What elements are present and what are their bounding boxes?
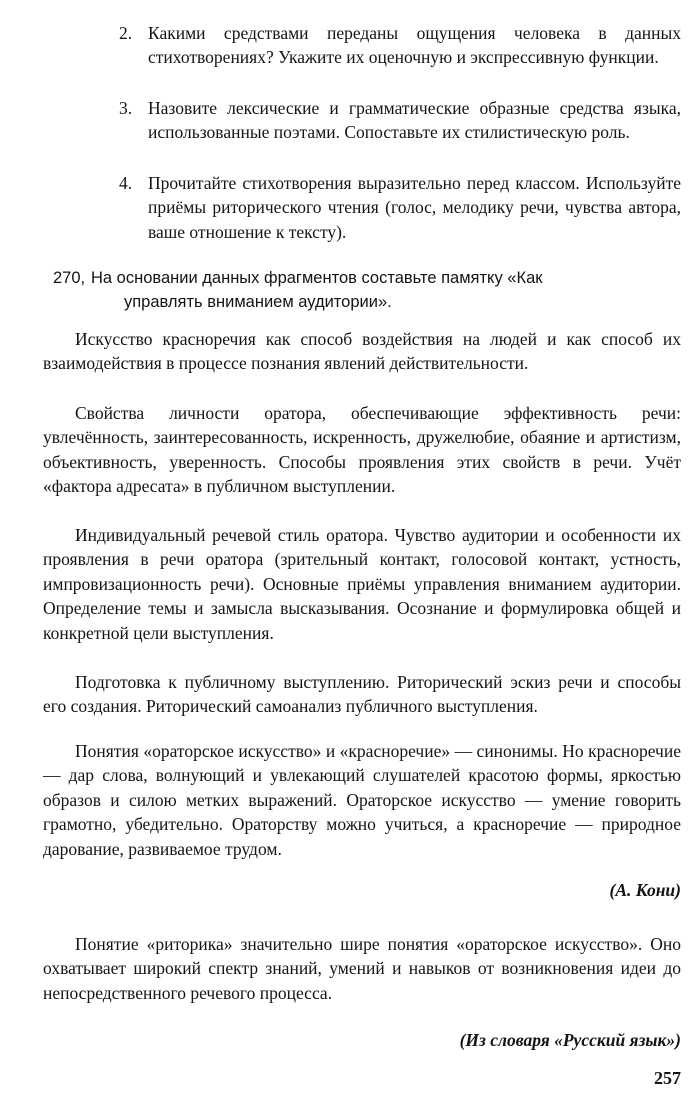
exercise-text-line-1: На основании данных фрагментов составьте памятку «Как xyxy=(91,269,543,287)
paragraph: Подготовка к публичному выступлению. Риторический эскиз речи и способы его создания. Риторический самоанализ публичного выступления. xyxy=(43,672,681,717)
paragraph: Искусство красноречия как способ воздействия на людей и как способ их взаимодействия в процессе познания явлений действительности. xyxy=(43,329,681,374)
question-2 xyxy=(119,21,681,70)
attribution-dictionary: (Из словаря «Русский язык») xyxy=(459,1030,681,1050)
exercise-task xyxy=(53,266,573,315)
attribution-koni: (А. Кони) xyxy=(609,880,681,900)
question-text: Прочитайте стихотворения выразительно перед классом. Используйте приёмы риторического чтения (голос, мелодику речи, чувства автора, ваше отношение к тексту). xyxy=(148,173,681,242)
question-number: 2. xyxy=(119,23,133,43)
question-text: Какими средствами переданы ощущения человека в данных стихотворениях? Укажите их оценочную и экспрессивную функции. xyxy=(148,23,681,68)
question-4 xyxy=(119,171,681,244)
question-number: 4. xyxy=(119,173,133,193)
page-number: 257 xyxy=(654,1068,681,1088)
paragraph: Индивидуальный речевой стиль оратора. Чувство аудитории и особенности их проявления в речи оратора (зрительный контакт, голосовой контакт, устность, импровизационность речи). Основные приёмы управления вниманием аудитории. Определение темы и замысла высказывания. Осознание и формулировка общей и конкретной цели выступления. xyxy=(43,525,681,643)
paragraph: Понятия «ораторское искусство» и «красноречие» — синонимы. Но красноречие — дар слова, волнующий и увлекающий слушателей красотою формы, яркостью образов и силою метких выражений. Ораторское искусство — умение говорить грамотно, убедительно. Ораторству можно учиться, а красноречие — природное дарование, развиваемое трудом. xyxy=(43,741,681,859)
exercise-text-line-2: управлять вниманием аудитории». xyxy=(124,293,392,312)
question-3 xyxy=(119,96,681,145)
question-number: 3. xyxy=(119,98,133,118)
paragraph: Свойства личности оратора, обеспечивающие эффективность речи: увлечённость, заинтересованность, искренность, дружелюбие, обаяние и артистизм, объективность, уверенность. Способы проявления этих свойств в речи. Учёт «фактора адресата» в публичном выступлении. xyxy=(43,403,681,497)
exercise-number: 270, xyxy=(53,269,86,287)
paragraph: Понятие «риторика» значительно шире понятия «ораторское искусство». Оно охватывает широкий спектр знаний, умений и навыков от возникновения идеи до непосредственного речевого процесса. xyxy=(43,934,681,1003)
question-text: Назовите лексические и грамматические образные средства языка, использованные поэтами. Сопоставьте их стилистическую роль. xyxy=(148,98,681,143)
exercise-text xyxy=(91,266,573,315)
